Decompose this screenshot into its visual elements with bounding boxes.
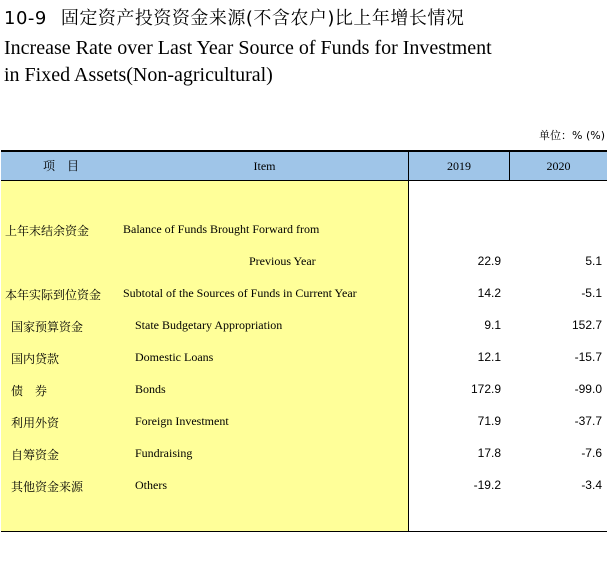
- table-row: [1, 284, 607, 304]
- row-label-cn: 债 券: [11, 384, 48, 398]
- header-year-2019: 2019: [408, 152, 509, 180]
- table-title-en-line2: in Fixed Assets(Non-agricultural): [4, 64, 273, 86]
- row-value-2020: -3.4: [581, 478, 602, 492]
- table-row: [1, 316, 607, 336]
- row-value-2019: 17.8: [477, 446, 501, 460]
- table-row: [1, 220, 607, 240]
- row-value-2019: 12.1: [477, 350, 501, 364]
- row-value-2019: 172.9: [470, 382, 501, 396]
- row-label-cn: 国家预算资金: [11, 320, 84, 334]
- header-item-en: Item: [253, 159, 276, 173]
- table-row: [1, 476, 607, 496]
- table-title-en-line1: Increase Rate over Last Year Source of Funds for Investment: [4, 37, 492, 59]
- data-table: [1, 150, 607, 532]
- row-label-cn: 其他资金来源: [11, 480, 84, 494]
- row-label-cn: 利用外资: [11, 416, 60, 430]
- table-row: [1, 444, 607, 464]
- row-value-2020: -37.7: [574, 414, 602, 428]
- row-label-en: Balance of Funds Brought Forward from: [123, 222, 320, 236]
- row-value-2019: 14.2: [477, 286, 501, 300]
- row-label-en: Domestic Loans: [135, 350, 214, 364]
- row-label-en: Fundraising: [135, 446, 193, 460]
- table-header: [1, 150, 607, 181]
- row-value-2019: 71.9: [477, 414, 501, 428]
- row-value-2020: -99.0: [574, 382, 602, 396]
- table-row: [1, 380, 607, 400]
- unit-label: 单位：% (%): [539, 129, 605, 142]
- row-value-2019: 22.9: [477, 254, 501, 268]
- table-title-en: [4, 35, 492, 89]
- row-label-en: State Budgetary Appropriation: [135, 318, 283, 332]
- row-label-en: Foreign Investment: [135, 414, 229, 428]
- row-value-2020: -7.6: [581, 446, 602, 460]
- row-value-2020: -15.7: [574, 350, 602, 364]
- table-title-cn: [4, 4, 464, 30]
- table-bottom-rule: [1, 531, 607, 532]
- row-value-2019: 9.1: [484, 318, 501, 332]
- table-number: 10-9: [4, 8, 47, 29]
- row-value-2020: -5.1: [581, 286, 602, 300]
- row-label-cn: 自筹资金: [11, 448, 60, 462]
- row-label-cn: 本年实际到位资金: [5, 288, 102, 302]
- row-label-en: Previous Year: [249, 254, 316, 268]
- row-value-2020: 5.1: [585, 254, 602, 268]
- table-title-cn-text: 固定资产投资资金来源(不含农户)比上年增长情况: [60, 8, 465, 29]
- row-label-en: Bonds: [135, 382, 166, 396]
- row-label-cn: 上年末结余资金: [5, 224, 90, 238]
- table-row: [1, 412, 607, 432]
- row-value-2020: 152.7: [571, 318, 602, 332]
- row-label-en: Others: [135, 478, 167, 492]
- table-row: [1, 252, 607, 272]
- row-label-en: Subtotal of the Sources of Funds in Current Year: [123, 286, 357, 300]
- row-label-cn: 国内贷款: [11, 352, 60, 366]
- header-item-cn: 项 目: [42, 159, 79, 173]
- row-value-2019: -19.2: [473, 478, 501, 492]
- header-year-2020: 2020: [509, 152, 607, 180]
- table-row: [1, 348, 607, 368]
